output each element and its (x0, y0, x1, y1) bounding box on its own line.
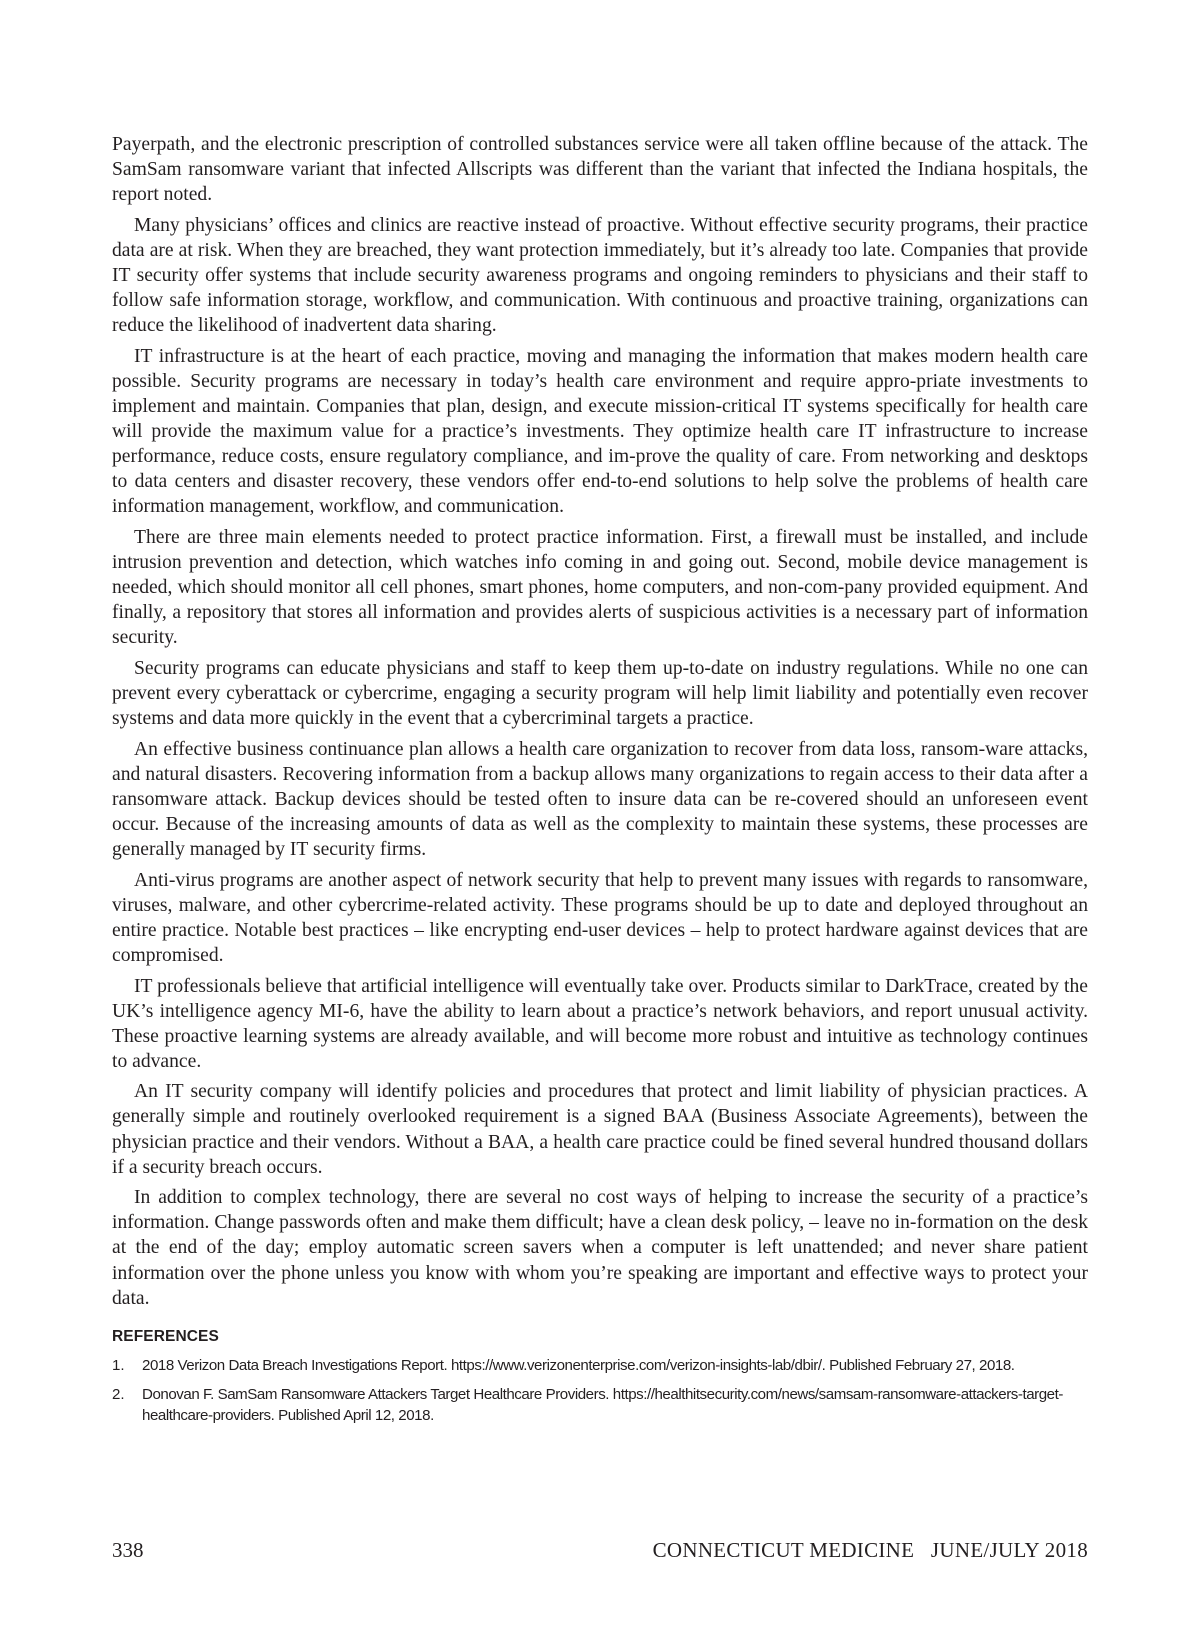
article-paragraph: There are three main elements needed to protect practice information. First, a firewall must be installed, and include intrusion prevention and detection, which watches info coming in and going out. Second, mobile device management is needed, which should monitor all cell phones, smart phones, home computers, and non-com-pany provided equipment. And finally, a repository that stores all information and provides alerts of suspicious activities is a necessary part of information security. (112, 526, 1088, 649)
journal-issue-line: CONNECTICUT MEDICINE JUNE/JULY 2018 (652, 1538, 1088, 1562)
reference-text: Donovan F. SamSam Ransomware Attackers Target Healthcare Providers. https://healthitsecurity.com/news/samsam-ransomware-attackers-target-healthcare-providers. Published April 12, 2018. (142, 1386, 1063, 1424)
reference-item (112, 1356, 1088, 1377)
article-body (112, 132, 1088, 1311)
article-paragraph: Anti-virus programs are another aspect of network security that help to prevent many issues with regards to ransomware, viruses, malware, and other cybercrime-related activity. These programs should be up to date and deployed throughout an entire practice. Notable best practices – like encrypting end-user devices – help to protect hardware against devices that are compromised. (112, 869, 1088, 966)
page-number: 338 (112, 1538, 144, 1562)
reference-text: 2018 Verizon Data Breach Investigations Report. https://www.verizonenterprise.com/verizon-insights-lab/dbir/. Published February 27, 2018. (142, 1356, 1015, 1374)
article-paragraph: Payerpath, and the electronic prescription of controlled substances service were all taken offline because of the attack. The SamSam ransomware variant that infected Allscripts was different than the variant that infected the Indiana hospitals, the report noted. (112, 134, 1088, 206)
article-paragraph: IT professionals believe that artificial intelligence will eventually take over. Products similar to DarkTrace, created by the UK’s intelligence agency MI-6, have the ability to learn about a practice’s network behaviors, and report unusual activity. These proactive learning systems are already available, and will become more robust and intuitive as technology continues to advance. (112, 975, 1088, 1072)
article-page (112, 132, 1088, 1435)
article-paragraph: IT infrastructure is at the heart of each practice, moving and managing the information that makes modern health care possible. Security programs are necessary in today’s health care environment and require appro-priate investments to implement and maintain. Companies that plan, design, and execute mission-critical IT systems specifically for health care will provide the maximum value for a practice’s investments. They optimize health care IT infrastructure to increase performance, reduce costs, ensure regulatory compliance, and im-prove the quality of care. From networking and desktops to data centers and disaster recovery, these vendors offer end-to-end solutions to help solve the problems of health care information management, workflow, and communication. (112, 345, 1088, 518)
references-list (112, 1356, 1088, 1427)
article-paragraph: Many physicians’ offices and clinics are reactive instead of proactive. Without effective security programs, their practice data are at risk. When they are breached, they want protection immediately, but it’s already too late. Companies that provide IT security offer systems that include security awareness programs and ongoing reminders to physicians and their staff to follow safe information storage, workflow, and communication. With continuous and proactive training, organizations can reduce the likelihood of inadvertent data sharing. (112, 214, 1088, 337)
article-paragraph: An effective business continuance plan allows a health care organization to recover from data loss, ransom-ware attacks, and natural disasters. Recovering information from a backup allows many organizations to regain access to their data after a ransomware attack. Backup devices should be tested often to insure data can be re-covered should an unforeseen event occur. Because of the increasing amounts of data as well as the complexity to maintain these systems, these processes are generally managed by IT security firms. (112, 738, 1088, 861)
reference-number: 2. (112, 1386, 125, 1404)
reference-number: 1. (112, 1356, 125, 1374)
reference-item (112, 1385, 1088, 1426)
article-paragraph: An IT security company will identify policies and procedures that protect and limit liability of physician practices. A generally simple and routinely overlooked requirement is a signed BAA (Business Associate Agreements), between the physician practice and their vendors. Without a BAA, a health care practice could be fined several hundred thousand dollars if a security breach occurs. (112, 1081, 1088, 1178)
references-heading: REFERENCES (112, 1327, 219, 1345)
article-paragraph: Security programs can educate physicians and staff to keep them up-to-date on industry regulations. While no one can prevent every cyberattack or cybercrime, engaging a security program will help limit liability and potentially even recover systems and data more quickly in the event that a cybercriminal targets a practice. (112, 657, 1088, 730)
references-section (112, 1328, 1088, 1427)
article-paragraph: In addition to complex technology, there are several no cost ways of helping to increase the security of a practice’s information. Change passwords often and make them difficult; have a clean desk policy, – leave no in-formation on the desk at the end of the day; employ automatic screen savers when a computer is left unattended; and never share patient information over the phone unless you know with whom you’re speaking are important and effective ways to protect your data. (112, 1187, 1088, 1309)
